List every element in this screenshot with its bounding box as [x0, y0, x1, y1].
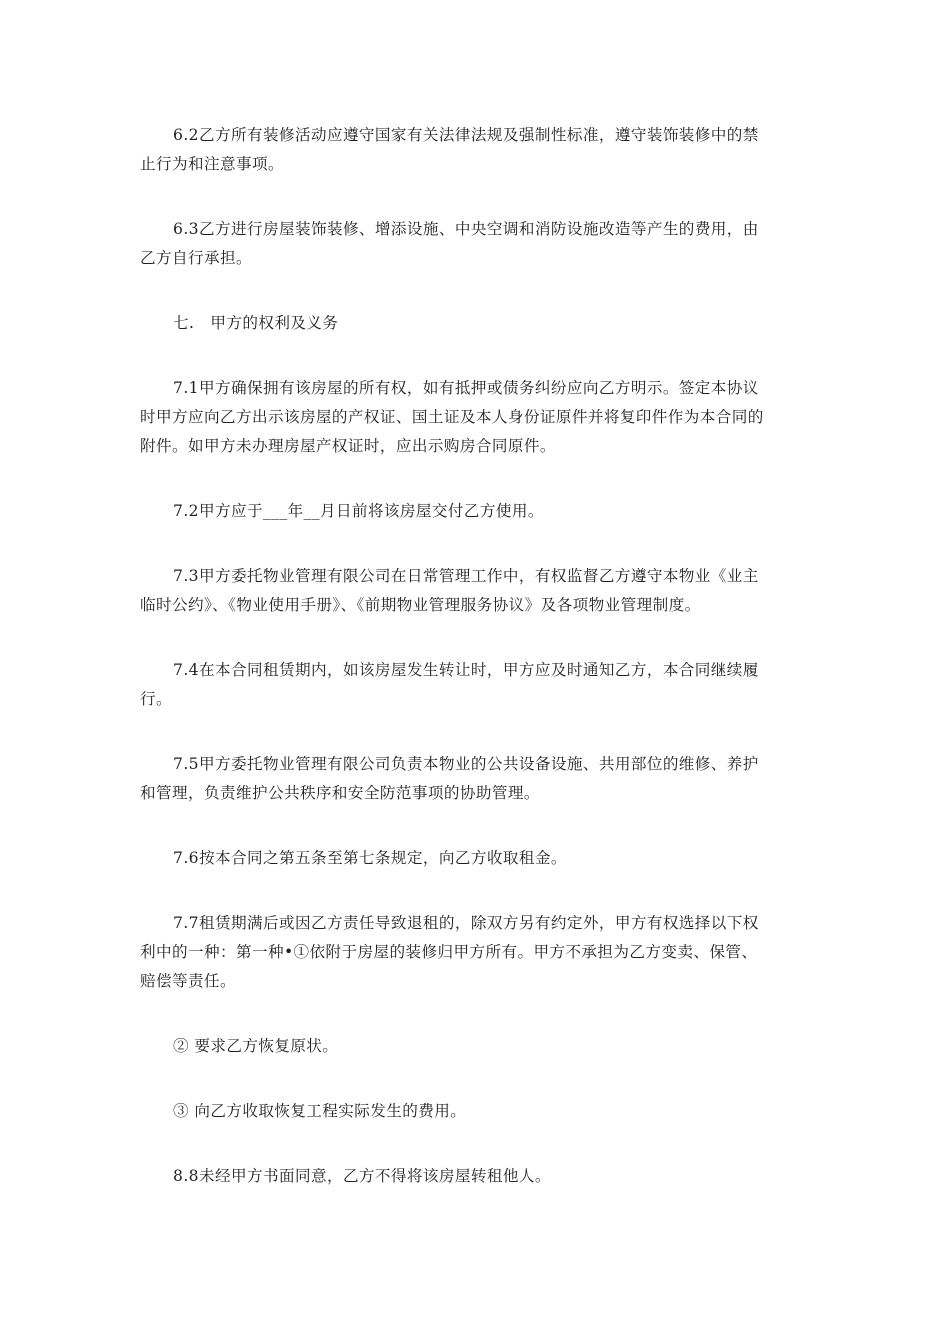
text-line: 赔偿等责任。	[140, 972, 236, 990]
text-line: ③ 向乙方收取恢复工程实际发生的费用。	[173, 1102, 467, 1120]
text-line: 行。	[140, 690, 172, 708]
text-line: 时甲方应向乙方出示该房屋的产权证、国土证及本人身份证原件并将复印件作为本合同的	[140, 408, 764, 426]
text-line: 7.6按本合同之第五条至第七条规定，向乙方收取租金。	[173, 849, 567, 867]
option-3	[140, 1097, 808, 1126]
text-line: 乙方自行承担。	[140, 249, 252, 267]
clause-7-6	[140, 844, 808, 873]
text-line: 7.1甲方确保拥有该房屋的所有权，如有抵押或债务纠纷应向乙方明示。签定本协议	[173, 379, 759, 397]
text-line: 7.2甲方应于___年__月日前将该房屋交付乙方使用。	[173, 502, 544, 520]
text-line: 7.5甲方委托物业管理有限公司负责本物业的公共设备设施、共用部位的维修、养护	[173, 755, 759, 773]
document-page	[140, 121, 808, 1227]
text-line: 临时公约》、《物业使用手册》、《前期物业管理服务协议》及各项物业管理制度。	[140, 596, 701, 614]
clause-7-2	[140, 497, 808, 526]
clause-6-3	[140, 215, 808, 273]
text-line: 止行为和注意事项。	[140, 155, 284, 173]
text-line: ② 要求乙方恢复原状。	[173, 1037, 339, 1055]
text-line: 7.7租赁期满后或因乙方责任导致退租的，除双方另有约定外，甲方有权选择以下权	[173, 914, 759, 932]
text-line: 附件。如甲方未办理房屋产权证时，应出示购房合同原件。	[140, 437, 556, 455]
text-line: 6.2乙方所有装修活动应遵守国家有关法律法规及强制性标准，遵守装饰装修中的禁	[173, 126, 759, 144]
clause-8-8	[140, 1162, 808, 1191]
text-line: 8.8未经甲方书面同意，乙方不得将该房屋转租他人。	[173, 1167, 551, 1185]
clause-7-3	[140, 562, 808, 620]
text-line: 和管理，负责维护公共秩序和安全防范事项的协助管理。	[140, 784, 540, 802]
clause-7-1	[140, 374, 808, 461]
clause-7-5	[140, 750, 808, 808]
text-line: 6.3乙方进行房屋装饰装修、增添设施、中央空调和消防设施改造等产生的费用，由	[173, 220, 759, 238]
text-line: 7.3甲方委托物业管理有限公司在日常管理工作中，有权监督乙方遵守本物业《业主	[173, 567, 759, 585]
clause-6-2	[140, 121, 808, 179]
text-line: 利中的一种：第一种•①依附于房屋的装修归甲方所有。甲方不承担为乙方变卖、保管、	[140, 943, 758, 961]
option-2	[140, 1032, 808, 1061]
clause-7-4	[140, 656, 808, 714]
text-line: 7.4在本合同租赁期内，如该房屋发生转让时，甲方应及时通知乙方，本合同继续履	[173, 661, 759, 679]
section-title: 七. 甲方的权利及义务	[173, 314, 339, 332]
section-heading-7	[140, 309, 808, 338]
clause-7-7	[140, 909, 808, 996]
